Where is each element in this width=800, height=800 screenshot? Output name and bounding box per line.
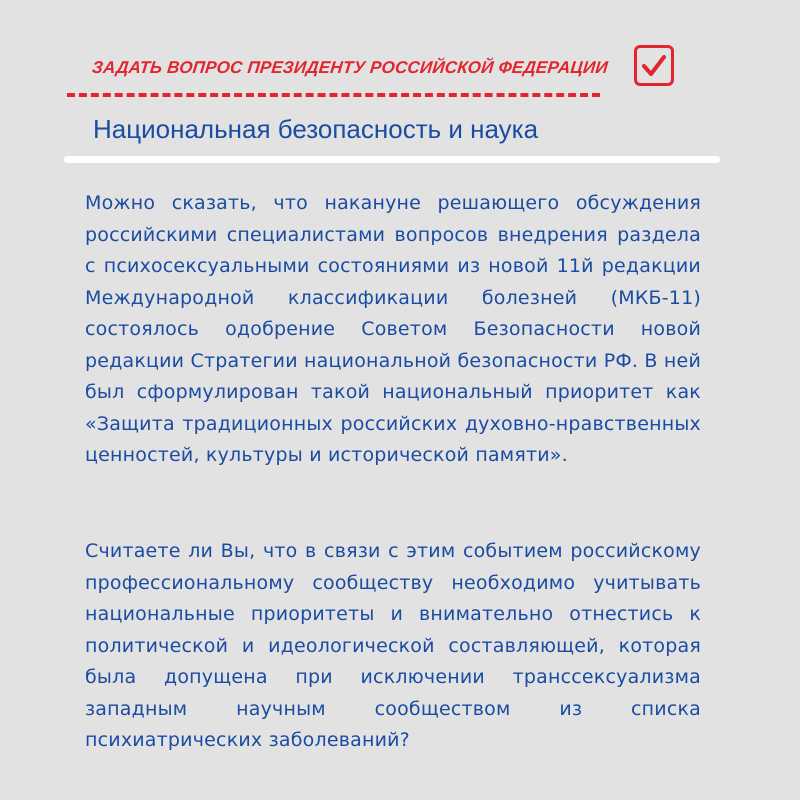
checkmark-icon xyxy=(640,52,668,80)
dashed-divider xyxy=(67,93,600,97)
header-caption: ЗАДАТЬ ВОПРОС ПРЕЗИДЕНТУ РОССИЙСКОЙ ФЕДЕРАЦИИ xyxy=(91,58,609,77)
title-underline xyxy=(64,156,720,163)
body-paragraph-1: Можно сказать, что накануне решающего обсуждения российскими специалистами вопросов внедрения раздела с психосексуальными состояниями из новой 11й редакции Международной классификации болезней (МКБ-11) состоялось одобрение Советом Безопасности новой редакции Стратегии национальной безопасности РФ. В ней был сформулирован такой национальный приоритет как «Защита традиционных российских духовно-нравственных ценностей, культуры и исторической памяти». xyxy=(85,192,701,466)
body-paragraph-2: Считаете ли Вы, что в связи с этим событием российскому профессиональному сообществу необходимо учитывать национальные приоритеты и внимательно отнестись к политической и идеологической составляющей, которая была допущена при исключении транссексуализма западным научным сообществом из списка психиатрических заболеваний? xyxy=(85,540,701,751)
page-title: Национальная безопасность и наука xyxy=(93,114,539,144)
checkbox-checked-icon xyxy=(634,45,674,86)
